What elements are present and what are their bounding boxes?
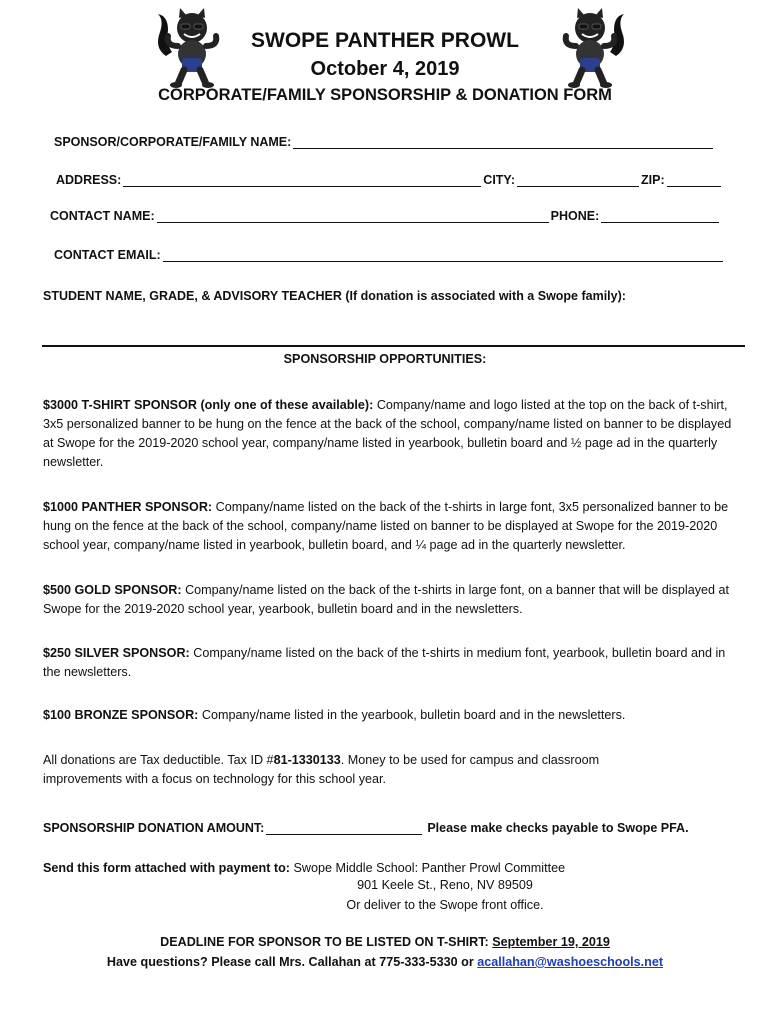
sponsor-name-field[interactable] xyxy=(293,136,713,149)
donation-amount-label: SPONSORSHIP DONATION AMOUNT: xyxy=(43,821,265,835)
deadline-row xyxy=(0,935,770,949)
tier-label: $250 SILVER SPONSOR: xyxy=(43,646,190,660)
sponsor-name-row xyxy=(54,135,715,149)
tier-description: Company/name listed in the yearbook, bulletin board and in the newsletters. xyxy=(198,708,626,722)
event-title: SWOPE PANTHER PROWL xyxy=(251,29,519,52)
send-address-line3: Or deliver to the Swope front office. xyxy=(346,898,544,912)
contact-name-row xyxy=(50,209,721,223)
phone-field[interactable] xyxy=(601,210,719,223)
student-info-field[interactable] xyxy=(42,345,745,347)
tier-label: $1000 PANTHER SPONSOR: xyxy=(43,500,213,514)
send-address-line1: Swope Middle School: Panther Prowl Committee xyxy=(290,861,566,875)
tshirt-sponsor-item xyxy=(43,396,743,472)
tier-description: Company/name listed on the back of the t-shirts in large font, on a banner that will be displayed at Swope for the 2019-2020 school year, yearbook, bulletin board and in the newsletters. xyxy=(43,583,730,616)
tax-note xyxy=(43,751,663,789)
deadline-label: DEADLINE FOR SPONSOR TO BE LISTED ON T-SHIRT: xyxy=(160,935,489,949)
tax-note-after: . Money to be used for campus and classroom improvements with a focus on technology for this school year. xyxy=(43,753,600,786)
silver-sponsor-item xyxy=(43,644,743,682)
tier-label: $3000 T-SHIRT SPONSOR (only one of these available): xyxy=(43,398,374,412)
city-field[interactable] xyxy=(517,174,639,187)
sponsor-name-label: SPONSOR/CORPORATE/FAMILY NAME: xyxy=(54,135,292,149)
donation-amount-row xyxy=(43,821,689,835)
tier-label: $500 GOLD SPONSOR: xyxy=(43,583,182,597)
tax-id: 81-1330133 xyxy=(273,753,341,767)
gold-sponsor-item xyxy=(43,581,743,619)
contact-email-link[interactable]: acallahan@washoeschools.net xyxy=(477,955,664,969)
tier-description: Company/name and logo listed at the top on the back of t-shirt, 3x5 personalized banner to be hung on the fence at the back of the school, company/name listed on banner to be displayed at Swope for the 2019-2020 school year, company/name listed in yearbook, bulletin board and ½ page ad in the quarterly newsletter. xyxy=(43,398,732,469)
send-label: Send this form attached with payment to: xyxy=(43,861,290,875)
tier-label: $100 BRONZE SPONSOR: xyxy=(43,708,199,722)
address-label: ADDRESS: xyxy=(56,173,122,187)
zip-label: ZIP: xyxy=(641,173,665,187)
checks-payable-note: Please make checks payable to Swope PFA. xyxy=(427,821,689,835)
form-subtitle: CORPORATE/FAMILY SPONSORSHIP & DONATION FORM xyxy=(158,86,612,104)
tier-description: Company/name listed on the back of the t-shirts in medium font, yearbook, bulletin board and in the newsletters. xyxy=(43,646,726,679)
donation-amount-field[interactable] xyxy=(266,822,422,835)
panther-sponsor-item xyxy=(43,498,743,555)
deadline-date: September 19, 2019 xyxy=(492,935,610,949)
event-date: October 4, 2019 xyxy=(310,58,460,80)
phone-label: PHONE: xyxy=(550,209,600,223)
tier-description: Company/name listed on the back of the t-shirts in large font, 3x5 personalized banner to be hung on the fence at the back of the school, company/name listed on banner to be displayed at Swope for the 2019-2020 school year, company/name listed in yearbook, bulletin board, and ¼ page ad in the quarterly newsletter. xyxy=(43,500,729,552)
contact-email-field[interactable] xyxy=(163,249,723,262)
tax-note-before: All donations are Tax deductible. Tax ID # xyxy=(43,753,274,767)
contact-email-row xyxy=(54,248,725,262)
bronze-sponsor-item xyxy=(43,706,743,725)
send-address-line2: 901 Keele St., Reno, NV 89509 xyxy=(357,878,533,892)
questions-label: Have questions? Please call Mrs. Callahan at 775-333-5330 or xyxy=(106,955,474,969)
contact-email-label: CONTACT EMAIL: xyxy=(54,248,161,262)
send-instructions xyxy=(43,859,743,878)
city-label: CITY: xyxy=(483,173,516,187)
student-info-label: STUDENT NAME, GRADE, & ADVISORY TEACHER (If donation is associated with a Swope family): xyxy=(43,289,626,303)
address-row xyxy=(56,173,723,187)
contact-name-field[interactable] xyxy=(157,210,549,223)
contact-name-label: CONTACT NAME: xyxy=(50,209,155,223)
questions-row xyxy=(0,955,770,969)
opportunities-heading: SPONSORSHIP OPPORTUNITIES: xyxy=(283,352,487,366)
address-field[interactable] xyxy=(123,174,481,187)
zip-field[interactable] xyxy=(667,174,721,187)
